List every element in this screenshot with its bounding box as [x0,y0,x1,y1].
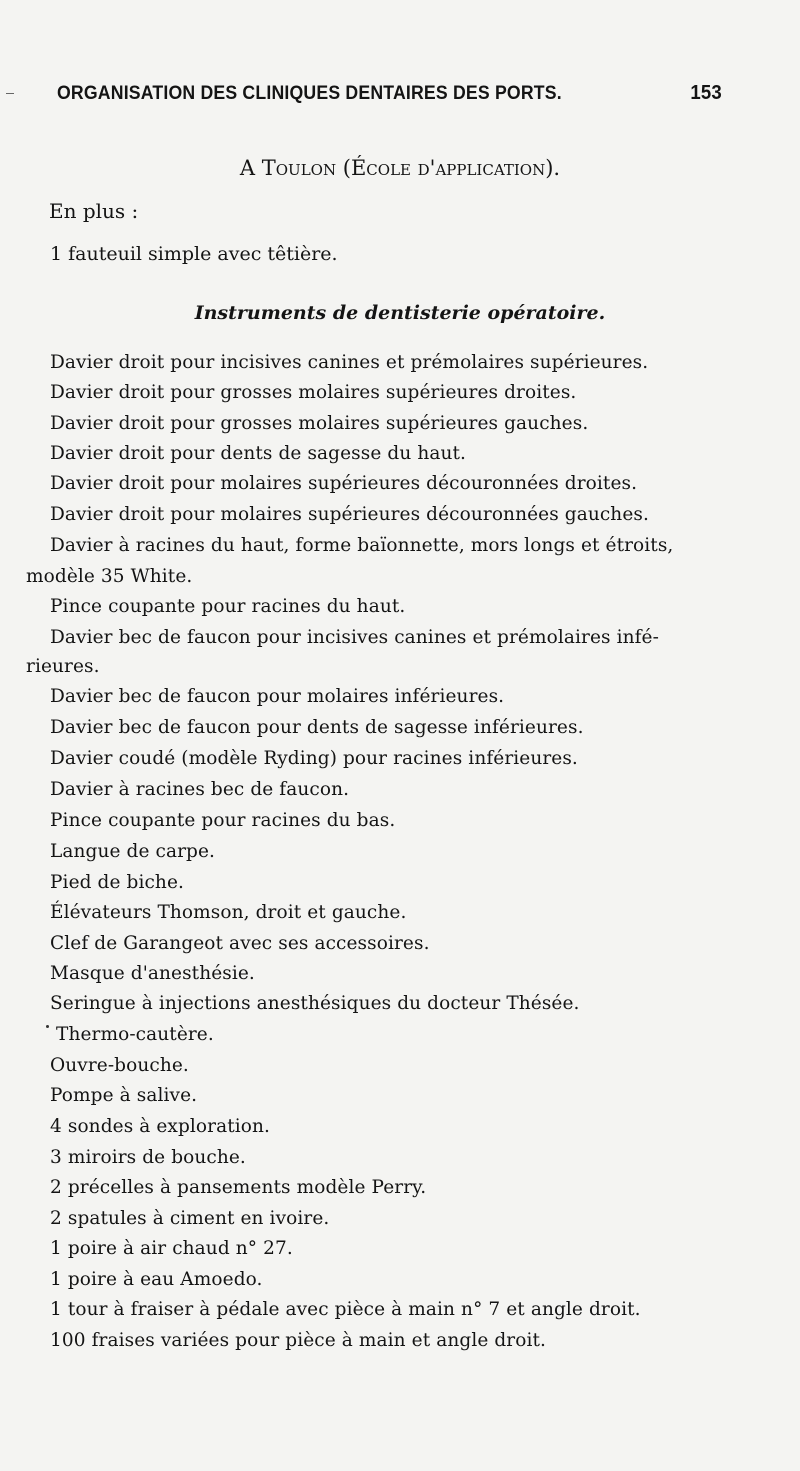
list-item: Langue de carpe. [50,841,215,862]
list-item: 1 poire à air chaud n° 27. [50,1238,293,1259]
list-item: Davier droit pour dents de sagesse du haut. [50,443,467,464]
list-item: Clef de Garangeot avec ses accessoires. [50,933,430,954]
list-item: Davier bec de faucon pour incisives canines et prémolaires infé- [50,627,659,648]
list-item: 2 précelles à pansements modèle Perry. [50,1177,427,1198]
list-item: Masque d'anesthésie. [50,963,255,984]
list-item: 3 miroirs de bouche. [50,1147,246,1168]
section-title-paren-open: ( [336,156,351,180]
list-item: Seringue à injections anesthésiques du docteur Thésée. [50,993,580,1014]
list-item: Thermo-cautère. [56,1024,214,1045]
margin-mark [6,93,14,94]
list-item: 1 poire à eau Amoedo. [50,1269,263,1290]
list-item: Davier droit pour molaires supérieures découronnées droites. [50,473,638,494]
list-item: Davier droit pour incisives canines et prémolaires supérieures. [50,352,649,373]
list-item: Davier droit pour grosses molaires supérieures gauches. [50,413,589,434]
list-item: Davier coudé (modèle Ryding) pour racines inférieures. [50,748,578,769]
list-item: Davier bec de faucon pour molaires inférieures. [50,686,505,707]
first-item: 1 fauteuil simple avec têtière. [50,243,338,265]
section-title-place: Toulon [261,156,337,180]
list-item: Élévateurs Thomson, droit et gauche. [50,902,407,923]
list-item: Davier droit pour grosses molaires supérieures droites. [50,382,577,403]
running-title: ORGANISATION DES CLINIQUES DENTAIRES DES PORTS. [57,83,562,104]
list-item: Pince coupante pour racines du haut. [50,596,406,617]
margin-dot [46,1025,49,1028]
section-title-school: École d'application [350,156,546,180]
list-item: rieures. [26,656,100,677]
list-item: 100 fraises variées pour pièce à main et angle droit. [50,1330,547,1351]
en-plus-label: En plus : [49,199,139,223]
list-item: 1 tour à fraiser à pédale avec pièce à main n° 7 et angle droit. [50,1299,641,1320]
list-item: modèle 35 White. [26,566,193,587]
list-item: Davier bec de faucon pour dents de sagesse inférieures. [50,717,584,738]
list-item: Ouvre-bouche. [50,1055,189,1076]
list-item: Davier droit pour molaires supérieures découronnées gauches. [50,504,649,525]
list-item: 4 sondes à exploration. [50,1116,271,1137]
section-title [0,156,800,180]
subheading: Instruments de dentisterie opératoire. [194,302,606,324]
list-item: 2 spatules à ciment en ivoire. [50,1208,330,1229]
list-item: Pince coupante pour racines du bas. [50,810,396,831]
list-item: Davier à racines bec de faucon. [50,779,350,800]
section-title-a: A [239,156,262,180]
running-header [57,82,722,105]
page-number: 153 [690,82,722,104]
list-item: Davier à racines du haut, forme baïonnette, mors longs et étroits, [50,535,674,556]
list-item: Pompe à salive. [50,1085,198,1106]
section-title-paren-close: ). [545,156,561,180]
list-item: Pied de biche. [50,872,184,893]
